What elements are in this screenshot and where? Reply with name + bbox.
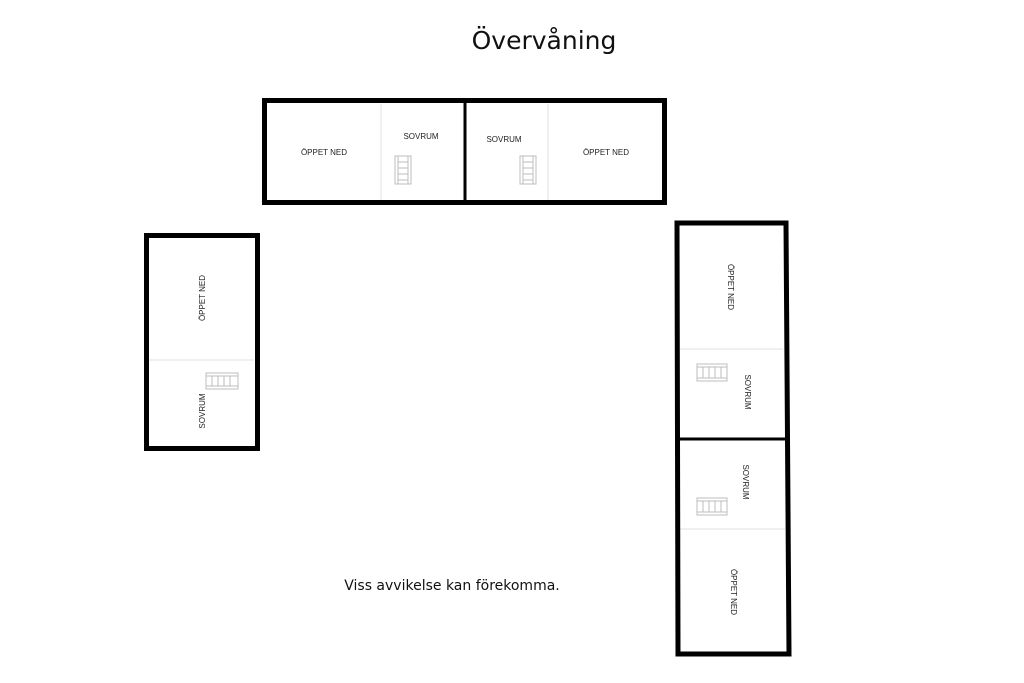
ladder-icon	[697, 364, 727, 381]
disclaimer-text: Viss avvikelse kan förekomma.	[344, 578, 560, 594]
room-label-open-below: ÖPPET NED	[198, 274, 207, 322]
room-label-open-below: ÖPPET NED	[726, 263, 735, 311]
room-label-bedroom: SOVRUM	[403, 132, 439, 141]
ladder-icon	[206, 373, 238, 389]
ladder-icon	[520, 156, 536, 184]
room-label-open-below: ÖPPET NED	[729, 568, 738, 616]
ladder-icon	[395, 156, 411, 184]
ladder-icon	[697, 498, 727, 515]
top-unit	[265, 100, 665, 203]
room-label-bedroom: SOVRUM	[486, 135, 522, 144]
left-unit	[147, 236, 258, 449]
room-label-open-below: ÖPPET NED	[300, 148, 348, 157]
room-label-bedroom: SOVRUM	[741, 464, 750, 500]
floor-title: Övervåning	[471, 26, 617, 55]
room-label-bedroom: SOVRUM	[198, 393, 207, 429]
room-label-bedroom: SOVRUM	[743, 374, 752, 410]
room-label-open-below: ÖPPET NED	[582, 148, 630, 157]
